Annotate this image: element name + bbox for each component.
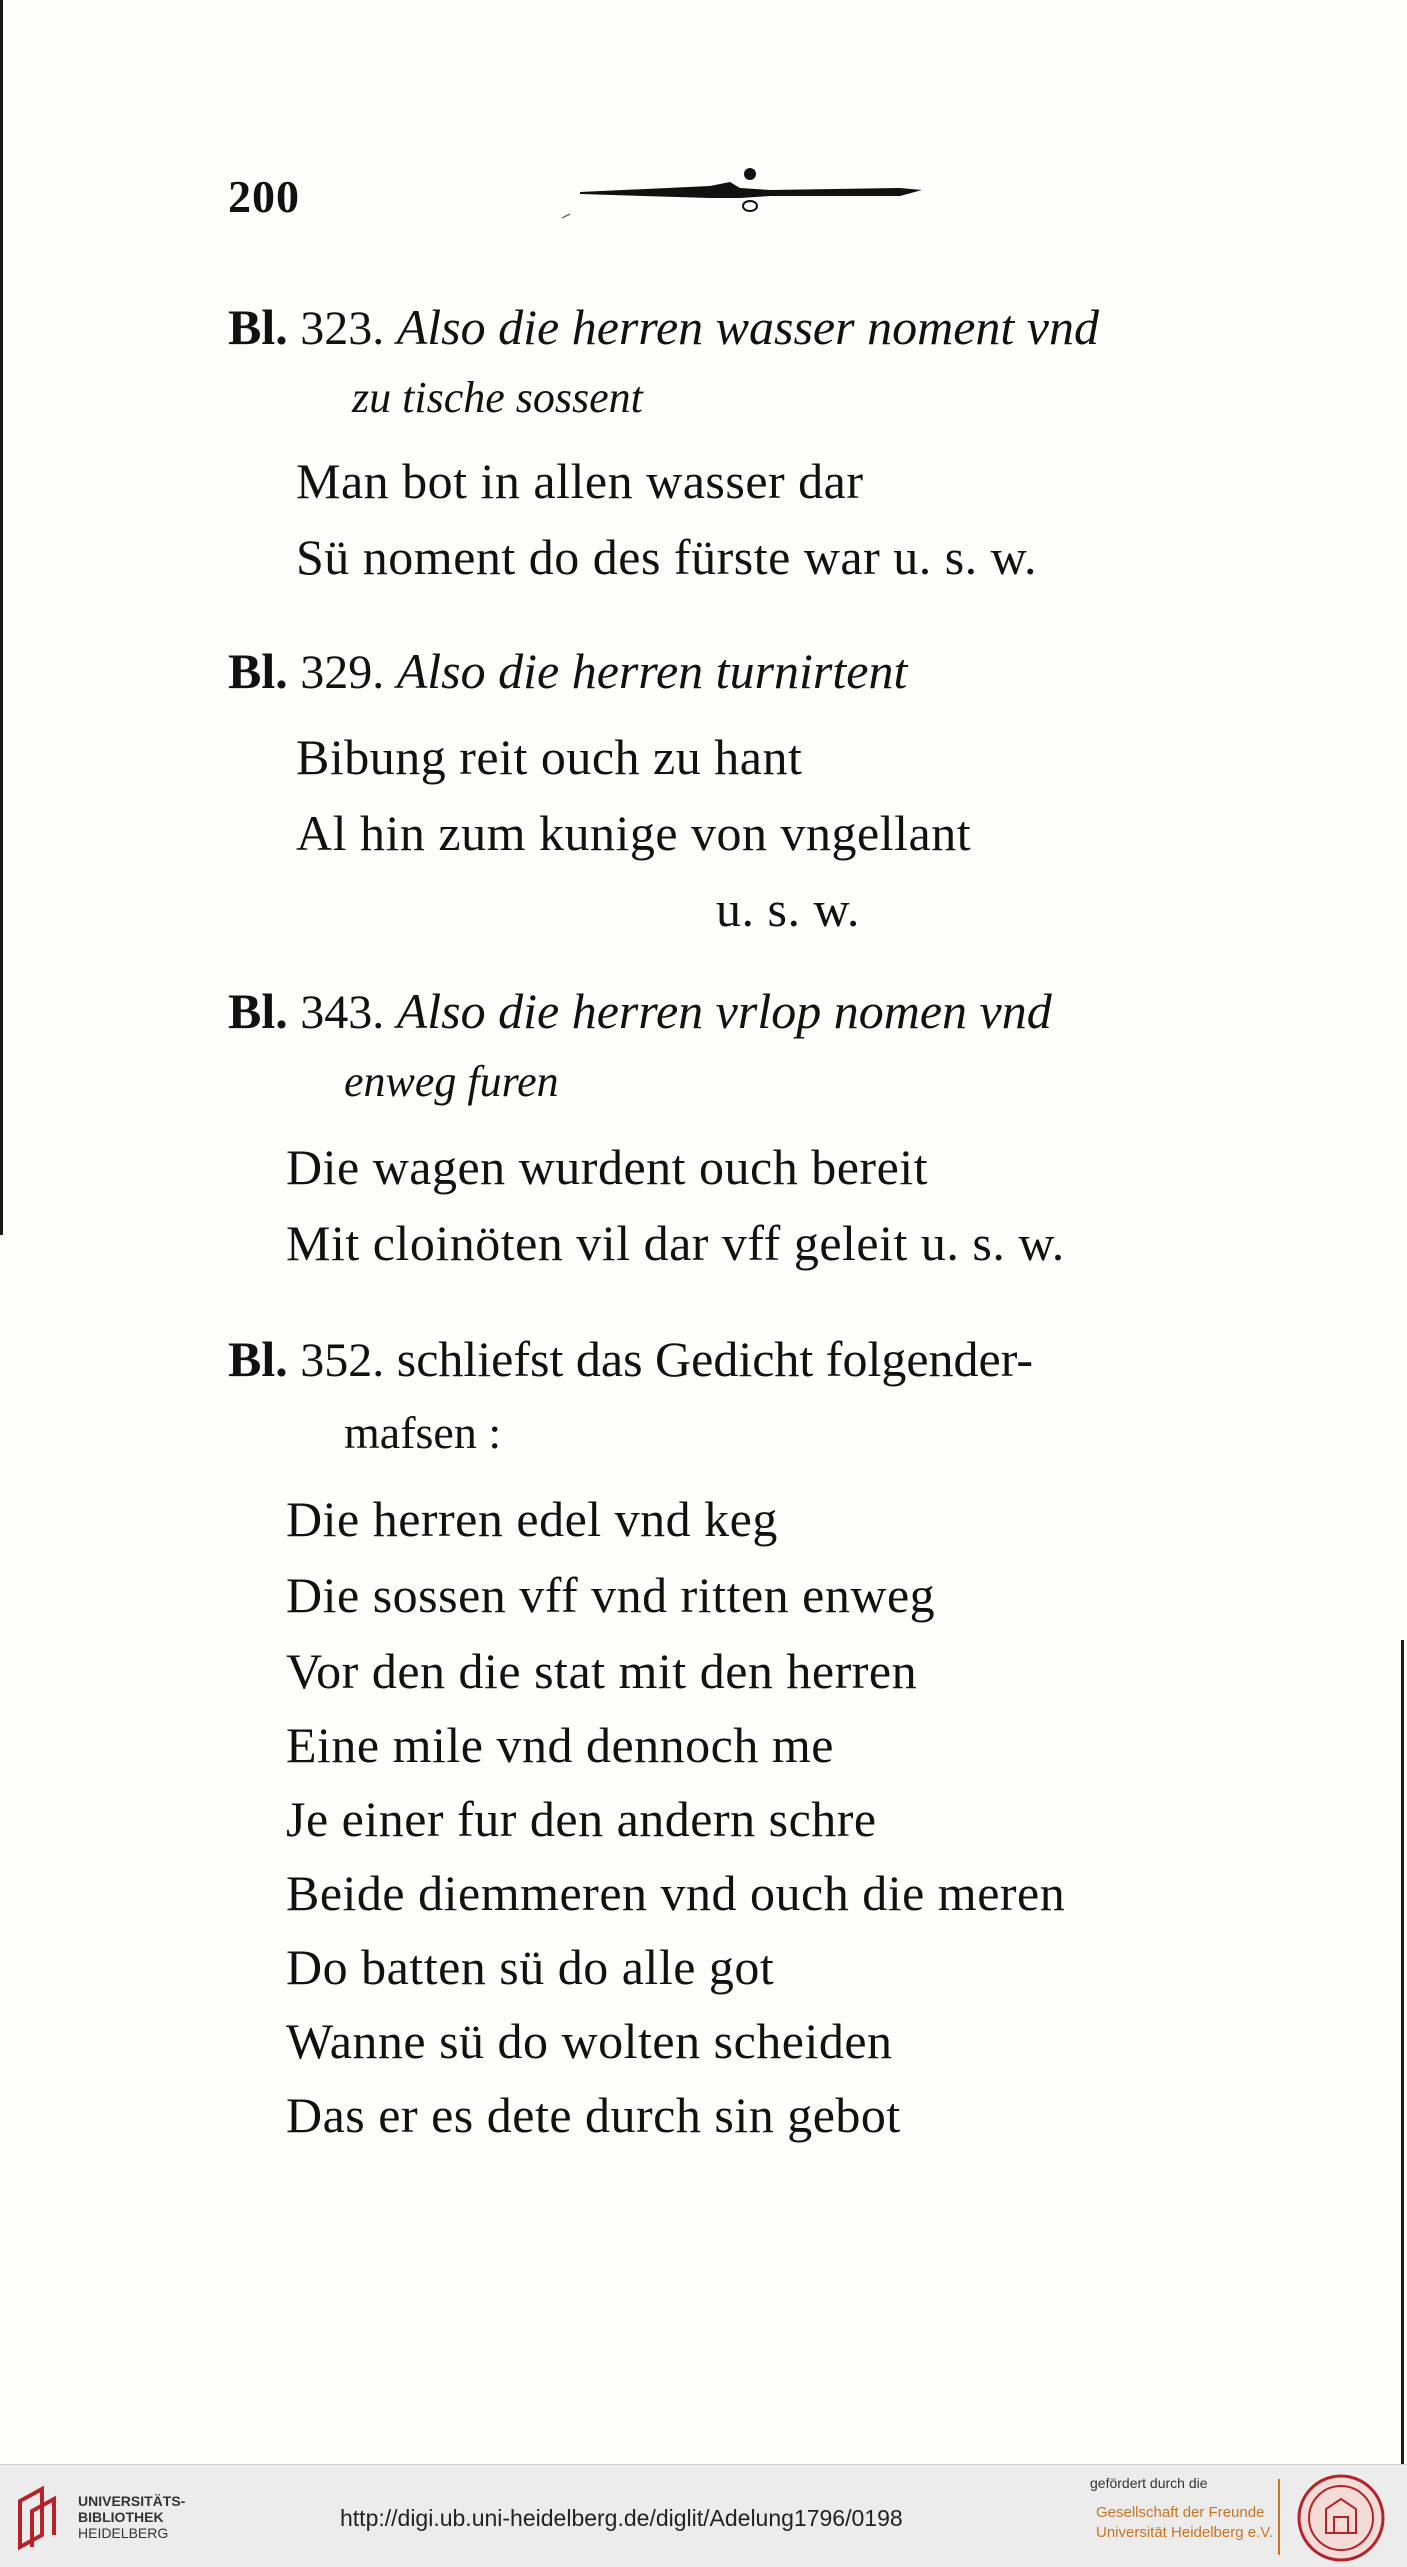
library-name xyxy=(78,2493,185,2541)
verse-line: Sü noment do des fürste war u. s. w. xyxy=(296,529,1038,585)
entry-label: Bl. xyxy=(228,1331,288,1387)
entry-label: Bl. xyxy=(228,299,288,355)
entry-label: Bl. xyxy=(228,643,288,699)
sponsor-name xyxy=(1096,2503,1273,2543)
entry-329-heading xyxy=(228,642,907,700)
university-library-logo-icon xyxy=(14,2483,64,2553)
verse-line: u. s. w. xyxy=(716,881,860,937)
university-seal-icon xyxy=(1296,2473,1386,2563)
verse-line: Je einer fur den andern schre xyxy=(286,1791,877,1847)
library-name-line: BIBLIOTHEK xyxy=(78,2509,164,2525)
verse-line: Man bot in allen wasser dar xyxy=(296,453,864,509)
entry-352-heading xyxy=(228,1330,1033,1388)
entry-label: Bl. xyxy=(228,983,288,1039)
page-edge-shadow-right xyxy=(1401,1640,1404,2464)
entry-title: schliefst das Gedicht folgender- xyxy=(396,1331,1034,1387)
verse-line: Die herren edel vnd keg xyxy=(286,1491,778,1547)
library-name-line: UNIVERSITÄTS- xyxy=(78,2493,186,2509)
header-ornament-icon xyxy=(560,160,940,220)
sponsor-name-line: Gesellschaft der Freunde xyxy=(1096,2504,1265,2521)
sponsor-label: gefördert durch die xyxy=(1090,2475,1208,2491)
entry-title: Also die herren wasser noment vnd xyxy=(396,299,1099,355)
entry-352-title-cont: mafsen : xyxy=(344,1407,502,1458)
entry-number: 329. xyxy=(300,646,385,699)
verse-line: Bibung reit ouch zu hant xyxy=(296,729,803,785)
verse-line: Mit cloinöten vil dar vff geleit u. s. w. xyxy=(286,1215,1065,1271)
entry-343-heading xyxy=(228,982,1052,1040)
digitization-footer xyxy=(0,2464,1407,2567)
verse-line: Al hin zum kunige von vngellant xyxy=(296,805,972,861)
entry-title: Also die herren vrlop nomen vnd xyxy=(396,983,1052,1039)
entry-title: Also die herren turnirtent xyxy=(396,643,908,699)
entry-323-title-cont: zu tische sossent xyxy=(352,373,643,422)
entry-number: 323. xyxy=(300,302,385,355)
library-name-line: HEIDELBERG xyxy=(78,2525,169,2541)
verse-line: Wanne sü do wolten scheiden xyxy=(286,2013,893,2069)
entry-number: 352. xyxy=(300,1334,385,1387)
sponsor-name-line: Universität Heidelberg e.V. xyxy=(1096,2524,1274,2541)
entry-343-title-cont: enweg furen xyxy=(344,1057,559,1106)
verse-line: Vor den die stat mit den herren xyxy=(286,1643,918,1699)
verse-line: Das er es dete durch sin gebot xyxy=(286,2087,901,2143)
page-number: 200 xyxy=(228,171,300,222)
verse-line: Beide diemmeren vnd ouch die meren xyxy=(286,1865,1066,1921)
entry-323-heading xyxy=(228,298,1099,356)
verse-line: Die wagen wurdent ouch bereit xyxy=(286,1139,929,1195)
entry-number: 343. xyxy=(300,986,385,1039)
verse-line: Do batten sü do alle got xyxy=(286,1939,775,1995)
footer-divider xyxy=(1278,2479,1280,2555)
permalink-url[interactable]: http://digi.ub.uni-heidelberg.de/diglit/Adelung1796/0198 xyxy=(340,2505,903,2531)
page-edge-shadow xyxy=(0,0,3,1235)
verse-line: Die sossen vff vnd ritten enweg xyxy=(286,1567,936,1623)
verse-line: Eine mile vnd dennoch me xyxy=(286,1717,834,1773)
